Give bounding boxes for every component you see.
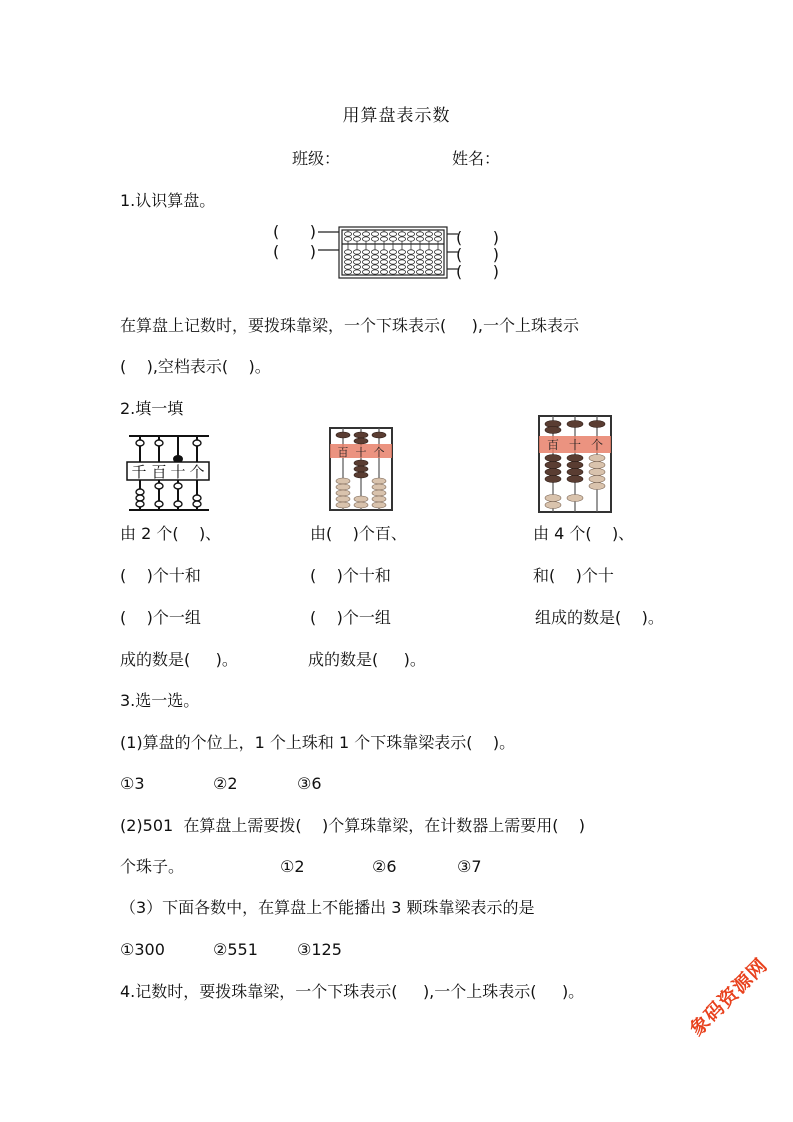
- q1-abacus-upper-bead: [407, 232, 414, 236]
- q1-abacus-lower-bead: [362, 255, 369, 259]
- q1-abacus-lower-bead: [353, 265, 360, 269]
- class-label: 班级：: [292, 149, 341, 168]
- q1-abacus-upper-bead: [425, 237, 432, 241]
- q1-abacus-lower-bead: [416, 270, 423, 274]
- q1-abacus-upper-bead: [371, 237, 378, 241]
- q1-abacus-upper-bead: [380, 237, 387, 241]
- q3-heading: 3.选一选。: [120, 691, 200, 710]
- q1-abacus-lower-bead: [344, 250, 351, 254]
- q1-abacus-lower-bead: [425, 265, 432, 269]
- q2-col2-line2: ( )个十和: [310, 566, 391, 585]
- q1-abacus-upper-bead: [353, 232, 360, 236]
- q2-col3-line2: 和( )个十: [533, 566, 614, 585]
- q1-abacus-lower-bead: [389, 250, 396, 254]
- q1-abacus-upper-bead: [362, 237, 369, 241]
- q1-abacus-lower-bead: [407, 250, 414, 254]
- q2-col3-line1: 由 4 个( )、: [533, 524, 635, 543]
- q4-text: 4.记数时，要拨珠靠梁，一个下珠表示( ),一个上珠表示( )。: [120, 982, 585, 1001]
- q3-part1-option3: ③6: [297, 774, 322, 793]
- q1-heading: 1.认识算盘。: [120, 191, 216, 210]
- abacus-c-label-hundreds: 百: [546, 438, 560, 452]
- q1-abacus-lower-bead: [353, 260, 360, 264]
- q1-abacus-lower-bead: [434, 255, 441, 259]
- q1-bracket-left-bottom: ( ): [273, 242, 316, 261]
- q1-text-line1: 在算盘上记数时，要拨珠靠梁，一个下珠表示( ),一个上珠表示: [120, 316, 580, 335]
- q1-bracket-right-2: ( ): [456, 245, 499, 264]
- q1-abacus-upper-bead: [389, 232, 396, 236]
- q1-abacus-lower-bead: [389, 260, 396, 264]
- abacus-a-label-hundreds: 百: [151, 463, 167, 481]
- q3-part3: （3）下面各数中，在算盘上不能播出 3 颗珠靠梁表示的是: [120, 898, 535, 917]
- q1-abacus-lower-bead: [434, 270, 441, 274]
- q1-abacus-upper-bead: [416, 237, 423, 241]
- q1-abacus-lower-bead: [416, 255, 423, 259]
- q1-abacus-upper-bead: [425, 232, 432, 236]
- q2-col1-line1: 由 2 个( )、: [120, 524, 222, 543]
- abacus-c-label-tens: 十: [568, 438, 582, 452]
- q1-abacus-lower-bead: [389, 255, 396, 259]
- q3-part2-option3: ③7: [457, 857, 482, 876]
- q1-abacus-lower-bead: [389, 270, 396, 274]
- q3-part3-option2: ②551: [213, 940, 258, 959]
- q1-abacus-upper-bead: [353, 237, 360, 241]
- q1-text-line2: ( ),空档表示( )。: [120, 357, 271, 376]
- q1-abacus-lower-bead: [407, 260, 414, 264]
- q1-abacus-lower-bead: [398, 250, 405, 254]
- q1-abacus-lower-bead: [371, 255, 378, 259]
- q1-abacus-lower-bead: [398, 255, 405, 259]
- q1-abacus-lower-bead: [398, 260, 405, 264]
- abacus-b-label-hundreds: 百: [337, 446, 349, 459]
- q1-abacus-lower-bead: [398, 270, 405, 274]
- q2-col1-line4: 成的数是( )。: [120, 650, 238, 669]
- abacus-b: [328, 426, 394, 512]
- q1-abacus-lower-bead: [380, 260, 387, 264]
- q1-abacus-lower-bead: [380, 270, 387, 274]
- q1-abacus-lower-bead: [371, 270, 378, 274]
- abacus-a-label-ones: 个: [189, 463, 205, 481]
- q2-col2-line3: ( )个一组: [310, 608, 391, 627]
- q1-bracket-right-1: ( ): [456, 228, 499, 247]
- q1-abacus-lower-bead: [371, 260, 378, 264]
- abacus-diagram: [318, 222, 460, 282]
- q1-abacus-upper-bead: [380, 232, 387, 236]
- q3-part1: (1)算盘的个位上，1 个上珠和 1 个下珠靠梁表示( )。: [120, 733, 516, 752]
- q1-abacus-upper-bead: [407, 237, 414, 241]
- q1-abacus-lower-bead: [344, 260, 351, 264]
- q1-abacus-lower-bead: [371, 265, 378, 269]
- q1-abacus-lower-bead: [353, 270, 360, 274]
- abacus-b-label-ones: 个: [373, 446, 385, 459]
- q1-abacus-lower-bead: [380, 250, 387, 254]
- abacus-b-label-tens: 十: [355, 446, 367, 459]
- q1-abacus-lower-bead: [407, 265, 414, 269]
- q1-abacus-lower-bead: [362, 260, 369, 264]
- abacus-a-label-tens: 十: [170, 463, 186, 481]
- q1-abacus-upper-bead: [389, 237, 396, 241]
- name-label: 姓名：: [452, 149, 501, 168]
- abacus-a-label-thousands: 千: [131, 463, 147, 481]
- q1-abacus-lower-bead: [425, 260, 432, 264]
- q2-col1-line2: ( )个十和: [120, 566, 201, 585]
- q1-abacus-lower-bead: [353, 250, 360, 254]
- q1-abacus-lower-bead: [353, 255, 360, 259]
- abacus-a: [126, 432, 212, 514]
- q1-abacus-lower-bead: [434, 260, 441, 264]
- q2-col1-line3: ( )个一组: [120, 608, 201, 627]
- q1-abacus-lower-bead: [434, 250, 441, 254]
- q1-abacus-lower-bead: [344, 265, 351, 269]
- q3-part2-option1: ①2: [280, 857, 305, 876]
- q1-abacus-lower-bead: [362, 270, 369, 274]
- q2-col3-line3: 组成的数是( )。: [535, 608, 664, 627]
- q1-abacus-lower-bead: [380, 265, 387, 269]
- q1-abacus-lower-bead: [362, 250, 369, 254]
- q1-abacus-lower-bead: [371, 250, 378, 254]
- q3-part1-option1: ①3: [120, 774, 145, 793]
- q1-abacus-lower-bead: [380, 255, 387, 259]
- q3-part3-option1: ①300: [120, 940, 165, 959]
- q1-abacus-lower-bead: [398, 265, 405, 269]
- q3-part3-option3: ③125: [297, 940, 342, 959]
- page-title: 用算盘表示数: [342, 106, 451, 126]
- q1-abacus-lower-bead: [389, 265, 396, 269]
- watermark-logo: 象码资源网: [685, 954, 773, 1041]
- q1-abacus-upper-bead: [434, 237, 441, 241]
- q1-abacus-upper-bead: [398, 237, 405, 241]
- q1-abacus-lower-bead: [434, 265, 441, 269]
- q2-heading: 2.填一填: [120, 399, 184, 418]
- q1-abacus-lower-bead: [416, 260, 423, 264]
- q3-part2-option2: ②6: [372, 857, 397, 876]
- q1-abacus-upper-bead: [416, 232, 423, 236]
- q1-abacus-lower-bead: [344, 255, 351, 259]
- q1-abacus-upper-bead: [344, 237, 351, 241]
- q1-abacus-upper-bead: [344, 232, 351, 236]
- q1-abacus-lower-bead: [425, 250, 432, 254]
- q2-col2-line1: 由( )个百、: [310, 524, 407, 543]
- q1-abacus-lower-bead: [416, 250, 423, 254]
- q1-abacus-upper-bead: [398, 232, 405, 236]
- q1-abacus-lower-bead: [416, 265, 423, 269]
- q1-abacus-lower-bead: [344, 270, 351, 274]
- q3-part2: (2)501 在算盘上需要拨( )个算珠靠梁，在计数器上需要用( ): [120, 816, 586, 835]
- q1-abacus-upper-bead: [434, 232, 441, 236]
- q1-abacus-lower-bead: [362, 265, 369, 269]
- q1-abacus-lower-bead: [407, 255, 414, 259]
- abacus-c-label-ones: 个: [590, 438, 604, 452]
- q1-abacus-upper-bead: [362, 232, 369, 236]
- q3-part1-option2: ②2: [213, 774, 238, 793]
- q1-abacus-upper-bead: [371, 232, 378, 236]
- abacus-c: [537, 414, 613, 514]
- q1-bracket-left-top: ( ): [273, 222, 316, 241]
- q1-abacus-lower-bead: [407, 270, 414, 274]
- q1-abacus-lower-bead: [425, 255, 432, 259]
- q1-bracket-right-3: ( ): [456, 262, 499, 281]
- q3-part2-cont: 个珠子。: [120, 857, 185, 876]
- q2-col2-line4: 成的数是( )。: [308, 650, 426, 669]
- q1-abacus-lower-bead: [425, 270, 432, 274]
